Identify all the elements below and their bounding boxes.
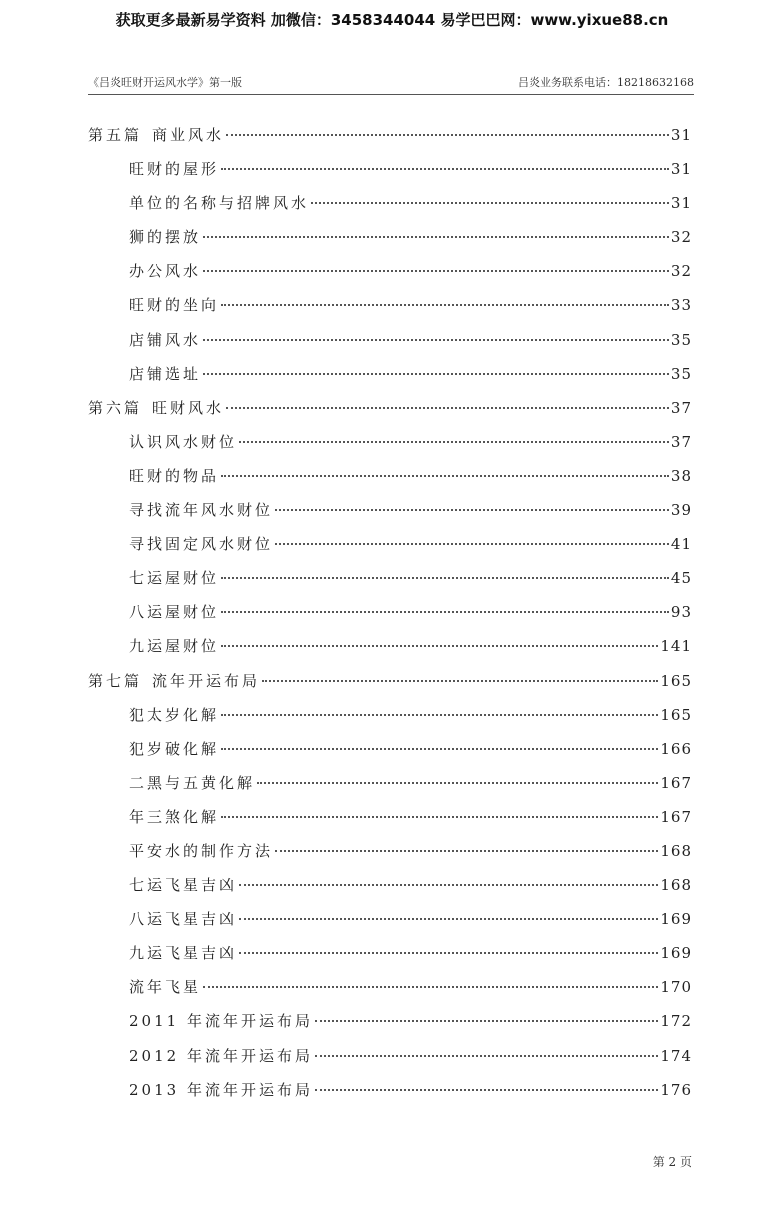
toc-entry-text: 八运屋财位 [129, 603, 220, 622]
toc-entry-title [129, 936, 237, 970]
toc-page-number: 41 [670, 535, 692, 554]
toc-entry-text: 平安水的制作方法 [129, 841, 274, 860]
toc-section-entry[interactable] [88, 1073, 692, 1107]
toc-entry-title [129, 288, 219, 322]
toc-entry-title [129, 561, 219, 595]
toc-page-number: 31 [670, 126, 692, 144]
toc-page-number: 167 [660, 807, 692, 826]
toc-entry-title [129, 152, 219, 186]
toc-entry-text: 旺财的屋形 [129, 160, 220, 179]
toc-section-entry[interactable] [88, 357, 692, 391]
toc-section-entry[interactable] [88, 800, 692, 834]
toc-section-entry[interactable] [88, 323, 692, 357]
toc-page-number: 31 [670, 194, 692, 213]
toc-page-number: 168 [660, 841, 692, 860]
toc-section-entry[interactable] [88, 732, 692, 766]
toc-entry-title [129, 254, 201, 288]
toc-chapter-entry[interactable] [88, 664, 692, 698]
toc-leader-dots [221, 611, 669, 613]
toc-entry-text: 九运屋财位 [129, 637, 220, 656]
toc-page-number: 170 [660, 978, 692, 997]
toc-entry-title [129, 220, 201, 254]
toc-page-number: 141 [660, 637, 692, 656]
toc-page-number: 165 [660, 705, 692, 724]
toc-section-entry[interactable] [88, 1039, 692, 1073]
top-banner: 获取更多最新易学资料 加微信：3458344044 易学巴巴网：www.yixue88.cn [115, 11, 669, 29]
toc-page-number: 93 [670, 603, 692, 622]
toc-leader-dots [275, 543, 669, 545]
toc-section-entry[interactable] [88, 868, 692, 902]
toc-leader-dots [221, 168, 669, 170]
toc-leader-dots [239, 441, 669, 443]
toc-entry-text: 办公风水 [129, 262, 202, 281]
toc-leader-dots [226, 407, 669, 409]
toc-leader-dots [315, 1020, 658, 1022]
toc-leader-dots [221, 748, 658, 750]
toc-leader-dots [203, 339, 669, 341]
toc-section-entry[interactable] [88, 595, 692, 629]
toc-leader-dots [203, 236, 669, 238]
toc-entry-title [129, 357, 201, 391]
toc-leader-dots [221, 816, 658, 818]
toc-entry-text: 年三煞化解 [129, 807, 220, 826]
toc-entry-text: 单位的名称与招牌风水 [129, 194, 310, 213]
toc-entry-text: 旺财的物品 [129, 466, 220, 485]
toc-chapter-label: 第五篇 [88, 126, 143, 144]
toc-entry-text: 九运飞星吉凶 [129, 944, 238, 963]
toc-entry-text: 犯岁破化解 [129, 739, 220, 758]
toc-entry-title [129, 1073, 313, 1107]
toc-leader-dots [203, 373, 669, 375]
toc-page-number: 32 [670, 228, 692, 247]
toc-leader-dots [239, 952, 658, 954]
toc-leader-dots [315, 1089, 658, 1091]
header-book-title: 《吕炎旺财开运风水学》第一版 [88, 76, 242, 89]
toc-entry-text: 认识风水财位 [129, 432, 238, 451]
toc-section-entry[interactable] [88, 766, 692, 800]
toc-entry-title [129, 629, 219, 663]
toc-leader-dots [221, 645, 658, 647]
toc-section-entry[interactable] [88, 629, 692, 663]
toc-page-number: 165 [660, 671, 692, 690]
toc-section-entry[interactable] [88, 254, 692, 288]
toc-page-number: 169 [660, 944, 692, 963]
toc-entry-text: 店铺风水 [129, 330, 202, 349]
toc-leader-dots [226, 134, 669, 136]
toc-entry-title [129, 698, 219, 732]
toc-section-entry[interactable] [88, 459, 692, 493]
toc-entry-title [129, 868, 237, 902]
toc-section-entry[interactable] [88, 527, 692, 561]
toc-leader-dots [239, 918, 658, 920]
toc-entry-text: 流年开运布局 [152, 671, 261, 690]
toc-entry-title [129, 425, 237, 459]
toc-section-entry[interactable] [88, 425, 692, 459]
toc-entry-title [129, 493, 273, 527]
toc-page-number: 172 [660, 1012, 692, 1031]
toc-entry-text: 寻找固定风水财位 [129, 535, 274, 554]
toc-entry-title [88, 391, 224, 425]
toc-entry-text: 寻找流年风水财位 [129, 501, 274, 520]
toc-section-entry[interactable] [88, 902, 692, 936]
toc-entry-text: 旺财的坐向 [129, 296, 220, 315]
toc-section-entry[interactable] [88, 698, 692, 732]
toc-leader-dots [315, 1055, 658, 1057]
toc-leader-dots [239, 884, 658, 886]
toc-leader-dots [203, 270, 669, 272]
toc-entry-title [129, 1039, 313, 1073]
toc-chapter-entry[interactable] [88, 391, 692, 425]
toc-leader-dots [257, 782, 658, 784]
toc-leader-dots [275, 850, 658, 852]
toc-entry-text: 狮的摆放 [129, 228, 202, 247]
toc-entry-text: 八运飞星吉凶 [129, 910, 238, 929]
toc-section-entry[interactable] [88, 834, 692, 868]
toc-entry-title [129, 970, 201, 1004]
toc-page-number: 176 [660, 1080, 692, 1099]
toc-page-number: 169 [660, 910, 692, 929]
toc-page-number: 167 [660, 773, 692, 792]
toc-page-number: 38 [670, 466, 692, 485]
toc-entry-title [129, 323, 201, 357]
header-contact: 吕炎业务联系电话：18218632168 [518, 76, 694, 89]
toc-entry-title [129, 800, 219, 834]
toc-entry-title [129, 766, 255, 800]
page-header [88, 72, 694, 95]
toc-entry-title [129, 186, 309, 220]
toc-page-number: 35 [670, 330, 692, 349]
table-of-contents [88, 118, 692, 1107]
toc-entry-title [88, 118, 224, 152]
toc-leader-dots [221, 475, 669, 477]
toc-entry-title [129, 834, 273, 868]
toc-page-number: 168 [660, 876, 692, 895]
toc-entry-title [129, 902, 237, 936]
toc-entry-title [129, 459, 219, 493]
toc-entry-text: 店铺选址 [129, 364, 202, 383]
toc-section-entry[interactable] [88, 970, 692, 1004]
page-number: 第 2 页 [652, 1155, 692, 1169]
toc-entry-title [129, 595, 219, 629]
toc-leader-dots [275, 509, 669, 511]
toc-section-entry[interactable] [88, 493, 692, 527]
toc-entry-text: 商业风水 [152, 126, 225, 144]
toc-leader-dots [203, 986, 658, 988]
toc-entry-text: 犯太岁化解 [129, 705, 220, 724]
toc-page-number: 37 [670, 398, 692, 417]
toc-entry-text: 2012 年流年开运布局 [129, 1046, 313, 1065]
toc-page-number: 35 [670, 364, 692, 383]
toc-section-entry[interactable] [88, 186, 692, 220]
toc-leader-dots [262, 680, 658, 682]
toc-page-number: 32 [670, 262, 692, 281]
toc-page-number: 166 [660, 739, 692, 758]
toc-page-number: 45 [670, 569, 692, 588]
toc-page-number: 33 [670, 296, 692, 315]
toc-entry-text: 旺财风水 [152, 398, 225, 417]
toc-page-number: 174 [660, 1046, 692, 1065]
toc-page-number: 31 [670, 160, 692, 179]
toc-entry-title [129, 527, 273, 561]
toc-page-number: 39 [670, 501, 692, 520]
toc-entry-title [88, 664, 260, 698]
toc-leader-dots [221, 714, 658, 716]
toc-entry-text: 七运屋财位 [129, 569, 220, 588]
toc-section-entry[interactable] [88, 288, 692, 322]
toc-page-number: 37 [670, 432, 692, 451]
toc-leader-dots [311, 202, 669, 204]
toc-section-entry[interactable] [88, 152, 692, 186]
toc-section-entry[interactable] [88, 561, 692, 595]
toc-entry-text: 流年飞星 [129, 978, 202, 997]
toc-leader-dots [221, 304, 669, 306]
toc-leader-dots [221, 577, 669, 579]
toc-chapter-label: 第六篇 [88, 398, 143, 417]
toc-entry-text: 二黑与五黄化解 [129, 773, 256, 792]
toc-entry-title [129, 732, 219, 766]
toc-entry-text: 七运飞星吉凶 [129, 876, 238, 895]
toc-entry-text: 2013 年流年开运布局 [129, 1080, 313, 1099]
toc-section-entry[interactable] [88, 1004, 692, 1038]
toc-section-entry[interactable] [88, 936, 692, 970]
toc-entry-text: 2011 年流年开运布局 [129, 1012, 313, 1031]
toc-chapter-label: 第七篇 [88, 671, 143, 690]
toc-chapter-entry[interactable] [88, 118, 692, 152]
toc-entry-title [129, 1004, 313, 1038]
toc-section-entry[interactable] [88, 220, 692, 254]
